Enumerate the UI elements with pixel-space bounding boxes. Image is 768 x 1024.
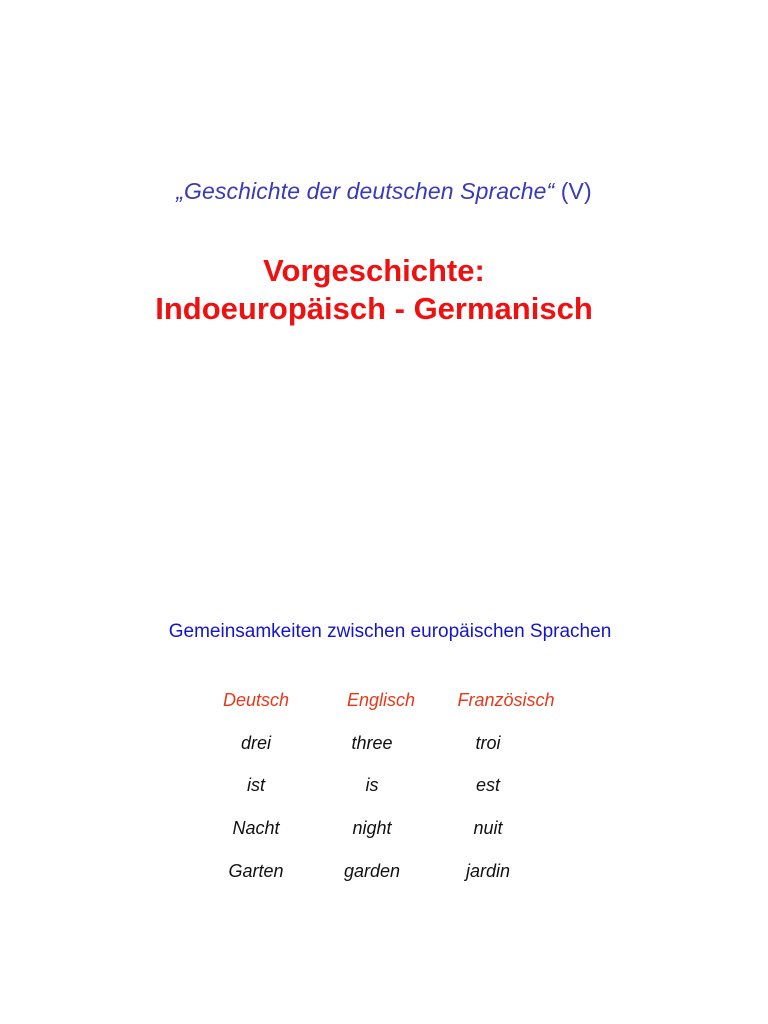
column-header-franzoesisch: Französisch	[457, 690, 555, 710]
table-header-row	[0, 690, 768, 733]
page-title-line-2: Indoeuropäisch - Germanisch	[155, 291, 593, 326]
table-cell-englisch: night	[352, 818, 392, 839]
table-row	[0, 861, 768, 904]
column-header-deutsch: Deutsch	[222, 690, 290, 710]
table-cell-englisch: three	[351, 732, 393, 753]
series-title-text: „Geschichte der deutschen Sprache“	[176, 178, 555, 204]
table-cell-franzoesisch: jardin	[465, 860, 511, 881]
table-cell-deutsch: ist	[247, 775, 265, 796]
table-cell-franzoesisch: est	[475, 775, 500, 796]
page-title-line-1: Vorgeschichte:	[263, 253, 485, 288]
column-header-englisch: Englisch	[346, 690, 416, 710]
page-title	[0, 252, 748, 328]
table-row	[0, 775, 768, 818]
table-cell-deutsch: Nacht	[232, 818, 280, 839]
table-row	[0, 733, 768, 776]
table-cell-deutsch: Garten	[228, 860, 284, 881]
comparison-table	[0, 690, 768, 903]
series-title	[0, 178, 768, 205]
table-cell-deutsch: drei	[240, 732, 271, 753]
table-cell-franzoesisch: nuit	[473, 818, 503, 839]
part-number: (V)	[560, 178, 592, 204]
table-row	[0, 818, 768, 861]
table-cell-englisch: is	[365, 775, 379, 796]
table-cell-englisch: garden	[343, 860, 401, 881]
section-heading: Gemeinsamkeiten zwischen europäischen Sprachen	[168, 621, 612, 642]
table-cell-franzoesisch: troi	[475, 732, 501, 753]
